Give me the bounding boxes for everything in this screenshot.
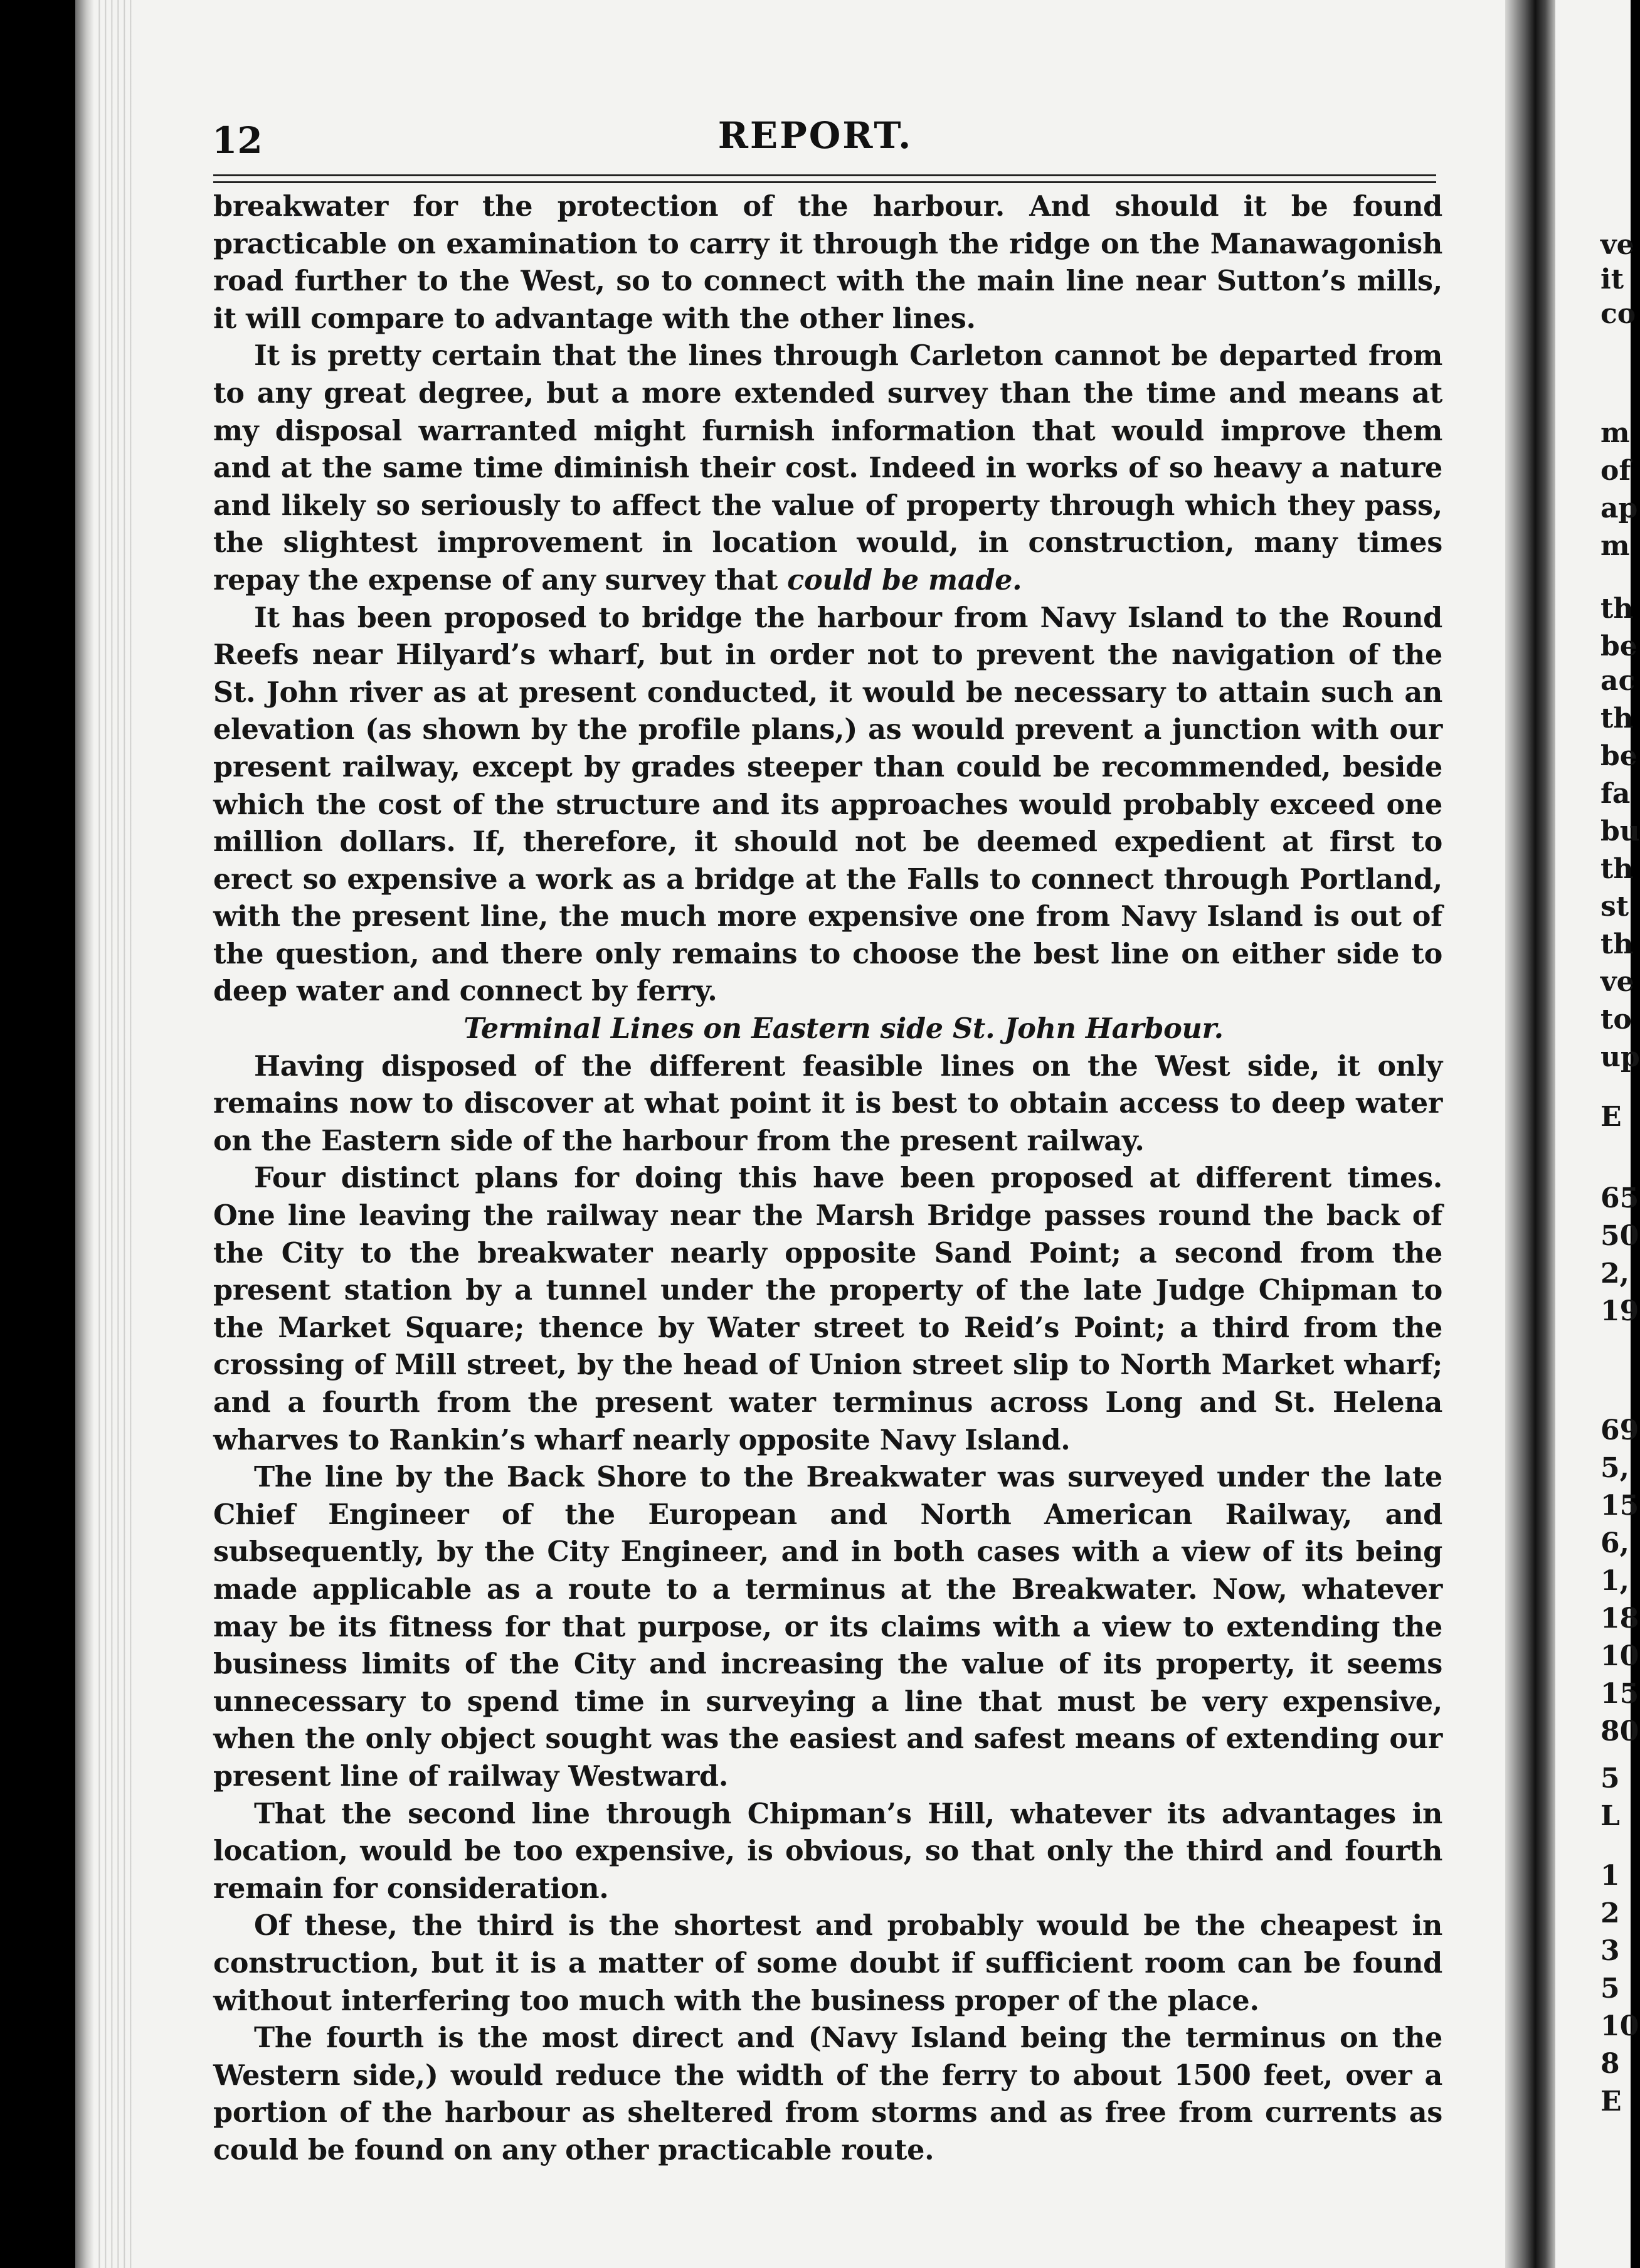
paragraph: The line by the Back Shore to the Breakwater was surveyed under the late Chief Engineer of the European and North American Railway, and subsequently, by the City Engineer, and in both cases with a view of its being made applicable as a route to a terminus at the Breakwater. Now, whatever may be its fitness for that purpose, or its claims with a view to extending the business limits of the City and increasing the value of its property, it seems unnecessary to spend time in surveying a line that must be very expensive, when the only object sought was the easiest and safest means of extending our present line of railway Westward. (213, 1461, 1442, 1793)
right-page-line-fragment: th (1600, 928, 1634, 960)
paragraph: Having disposed of the different feasible lines on the West side, it only remains now to discover at what point it is best to obtain access to deep water on the Eastern side of the harbour from the present railway. (213, 1049, 1442, 1157)
right-page-line-fragment: ve (1600, 229, 1634, 261)
paragraph: breakwater for the protection of the harbour. And should it be found practicable on examination to carry it through the ridge on the Manawagonish road further to the West, so to connect with the main line near Sutton’s mills, it will compare to advantage with the other lines. (213, 190, 1442, 335)
right-page-line-fragment: ve (1600, 966, 1634, 998)
right-page-line-fragment: m (1600, 417, 1630, 449)
right-page-line-fragment: th (1600, 853, 1634, 885)
right-page-line-fragment: ac (1600, 665, 1636, 697)
paragraph: That the second line through Chipman’s Hill, whatever its advantages in location, would be too expensive, is obvious, so that only the third and fourth remain for consideration. (213, 1797, 1442, 1905)
right-page-line-fragment: 8 (1600, 2048, 1620, 2080)
paragraph-text: It is pretty certain that the lines through Carleton cannot be departed from to any great degree, but a more extended survey than the time and means at my disposal warranted might furnish information that would improve them and at the same time diminish their cost. Indeed in works of so heavy a nature and likely so seriously to affect the value of property through which they pass, the slightest improvement in location would, in construction, many times repay the expense of any survey that (213, 339, 1442, 596)
right-page-line-fragment: th (1600, 593, 1634, 625)
paragraph (213, 337, 1442, 599)
right-page-line-fragment: it (1600, 263, 1624, 295)
right-page-line-fragment: fa (1600, 778, 1631, 810)
right-page-line-fragment: 65 (1600, 1182, 1639, 1214)
page-edge-shadow (75, 0, 94, 2268)
right-page-line-fragment: 10 (1600, 1640, 1639, 1672)
right-page-line-fragment: 5, (1600, 1452, 1629, 1484)
paragraph-italic-text: could be made. (787, 563, 1022, 596)
right-page-line-fragment: up (1600, 1041, 1640, 1073)
right-page-line-fragment: 80 (1600, 1715, 1639, 1747)
right-page-line-fragment: be (1600, 630, 1637, 662)
book-gutter (1505, 0, 1555, 2268)
right-page-line-fragment: 50 (1600, 1220, 1639, 1252)
right-page-line-fragment: E (1600, 1101, 1622, 1133)
right-page-line-fragment: E (1600, 2085, 1622, 2117)
right-page-line-fragment: 6, (1600, 1527, 1629, 1559)
paragraph: It has been proposed to bridge the harbour from Navy Island to the Round Reefs near Hilyard’s wharf, but in order not to prevent the navigation of the St. John river as at present conducted, it would be necessary to attain such an elevation (as shown by the profile plans,) as would prevent a junction with our present railway, except by grades steeper than could be recommended, beside which the cost of the structure and its approaches would probably exceed one million dollars. If, therefore, it should not be deemed expedient at first to erect so expensive a work as a bridge at the Falls to connect through Portland, with the present line, the much more expensive one from Navy Island is out of the question, and there only remains to choose the best line on either side to deep water and connect by ferry. (213, 601, 1442, 1008)
right-page-line-fragment: 15 (1600, 1490, 1639, 1522)
page-stack-edges (94, 0, 132, 2268)
right-page-line-fragment: to (1600, 1004, 1632, 1036)
right-page-line-fragment: st (1600, 891, 1629, 923)
right-page-line-fragment: th (1600, 702, 1634, 734)
right-page-line-fragment: 69 (1600, 1414, 1639, 1446)
paragraph: The fourth is the most direct and (Navy Island being the terminus on the Western side,) would reduce the width of the ferry to about 1500 feet, over a portion of the harbour as sheltered from storms and as free from currents as could be found on any other practicable route. (213, 2022, 1442, 2166)
right-page-line-fragment: 18 (1600, 1603, 1639, 1635)
page-number: 12 (212, 119, 263, 162)
right-page-line-fragment: 2, (1600, 1258, 1629, 1290)
right-page-line-fragment: 15 (1600, 1678, 1639, 1710)
right-page-line-fragment: 2 (1600, 1897, 1620, 1929)
header-double-rule (213, 174, 1436, 183)
right-page-line-fragment: co (1600, 298, 1636, 330)
right-page-line-fragment: bu (1600, 815, 1640, 847)
running-head: REPORT. (717, 114, 913, 157)
paragraph: Of these, the third is the shortest and probably would be the cheapest in construction, but it is a matter of some doubt if sufficient room can be found without interfering too much with the business proper of the place. (213, 1909, 1442, 2017)
right-page-line-fragment: m (1600, 530, 1630, 562)
right-page-line-fragment: 19 (1600, 1295, 1639, 1327)
right-page-line-fragment: 1 (1600, 1860, 1620, 1892)
right-page-line-fragment: be (1600, 740, 1637, 772)
right-page-line-fragment: 3 (1600, 1935, 1620, 1967)
right-page-line-fragment: 10 (1600, 2010, 1639, 2042)
right-page-line-fragment: L (1600, 1800, 1620, 1832)
right-page-line-fragment: of (1600, 455, 1631, 487)
body-text (213, 188, 1442, 2169)
section-heading: Terminal Lines on Eastern side St. John Harbour. (463, 1012, 1224, 1046)
right-page-line-fragment: 5 (1600, 1973, 1620, 2005)
right-page-line-fragment: 1, (1600, 1565, 1629, 1597)
paragraph: Four distinct plans for doing this have been proposed at different times. One line leaving the railway near the Marsh Bridge passes round the back of the City to the breakwater nearly opposite Sand Point; a second from the present station by a tunnel under the property of the late Judge Chipman to the Market Square; thence by Water street to Reid’s Point; a third from the crossing of Mill street, by the head of Union street slip to North Market wharf; and a fourth from the present water terminus across Long and St. Helena wharves to Rankin’s wharf nearly opposite Navy Island. (213, 1162, 1442, 1456)
right-page-line-fragment: ap (1600, 492, 1638, 524)
right-page-line-fragment: 5 (1600, 1762, 1620, 1794)
